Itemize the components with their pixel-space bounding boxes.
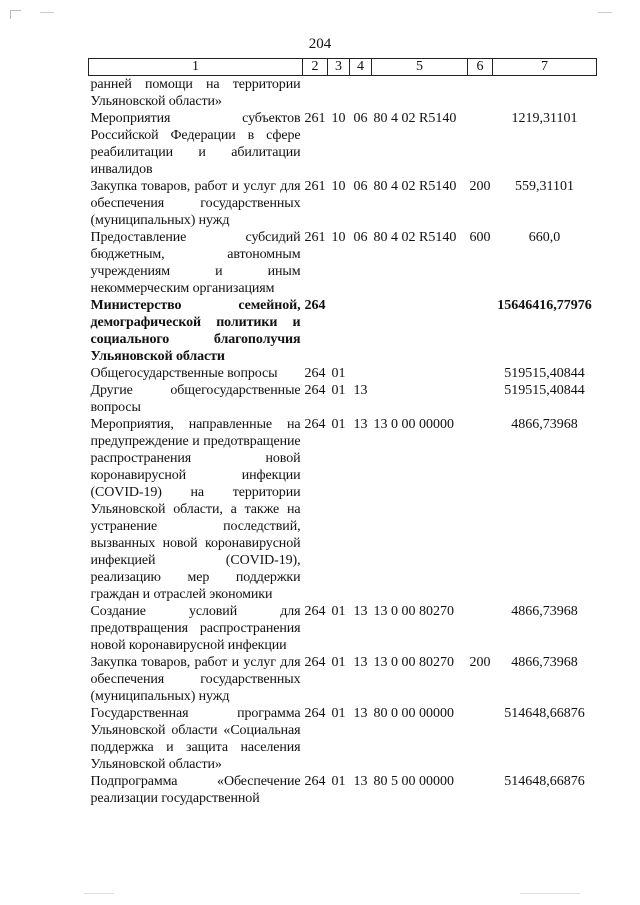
table-row (89, 382, 597, 416)
header-col-2: 2 (303, 59, 328, 76)
row-name: Общегосударственные вопросы (90, 366, 278, 381)
header-col-7: 7 (493, 59, 597, 76)
row-ministry-code: 261 (304, 179, 326, 194)
row-ministry-code: 264 (304, 383, 326, 398)
row-amount: 15646416,77976 (497, 298, 592, 313)
row-name: Другие общегосударственные вопросы (90, 383, 301, 415)
row-subsection: 13 (353, 774, 368, 789)
header-col-3: 3 (328, 59, 350, 76)
row-target-article (372, 76, 468, 111)
row-target-article: 80 4 02 R5140 (373, 111, 457, 126)
table-row (89, 705, 597, 773)
header-col-5: 5 (372, 59, 468, 76)
row-name: Министерство семейной, демографической политики и социального благополучия Ульяновской области (90, 298, 301, 364)
row-subsection (350, 365, 372, 382)
row-subsection: 06 (353, 179, 368, 194)
table-row (89, 297, 597, 365)
row-name: Подпрограмма «Обеспечение реализации государственной (90, 774, 301, 806)
row-amount: 514648,66876 (504, 706, 585, 721)
row-amount: 519515,40844 (504, 366, 585, 381)
row-section: 01 (331, 383, 346, 398)
table-body (89, 76, 597, 808)
table-row (89, 773, 597, 807)
row-ministry-code (303, 76, 328, 111)
row-section: 10 (331, 111, 346, 126)
row-section: 01 (331, 655, 346, 670)
row-target-article: 13 0 00 00000 (373, 417, 454, 432)
row-expense-type: 200 (469, 179, 491, 194)
table-row (89, 654, 597, 705)
scan-artifact (84, 893, 114, 894)
row-section: 01 (331, 706, 346, 721)
row-subsection: 13 (353, 604, 368, 619)
row-name: ранней помощи на территории Ульяновской области» (90, 77, 301, 109)
row-amount (493, 76, 597, 111)
row-expense-type (468, 297, 493, 365)
row-expense-type (468, 416, 493, 603)
row-ministry-code: 264 (304, 604, 326, 619)
row-ministry-code: 264 (304, 706, 326, 721)
row-section (328, 76, 350, 111)
row-ministry-code: 264 (304, 366, 326, 381)
row-target-article (372, 297, 468, 365)
table-row (89, 76, 597, 111)
row-target-article (372, 365, 468, 382)
row-amount: 559,31101 (515, 179, 574, 194)
row-target-article: 80 4 02 R5140 (373, 179, 457, 194)
row-name: Создание условий для предотвращения распространения новой коронавирусной инфекции (90, 604, 301, 653)
row-amount: 4866,73968 (511, 655, 578, 670)
row-expense-type (468, 773, 493, 807)
row-subsection (350, 76, 372, 111)
row-ministry-code: 264 (304, 298, 326, 313)
row-section: 01 (331, 774, 346, 789)
row-expense-type (468, 110, 493, 178)
row-name: Мероприятия, направленные на предупреждение и предотвращение распространения новой коронавирусной инфекции (COVID-19) на территории Ульяновской области, а также на устранение последствий, вызванных новой коронавирусной инфекцией (COVID-19), реализацию мер поддержки граждан и отраслей экономики (90, 417, 301, 602)
scan-artifact (598, 12, 612, 13)
table-row (89, 178, 597, 229)
row-ministry-code: 261 (304, 230, 326, 245)
row-name: Государственная программа Ульяновской области «Социальная поддержка и защита населения Ульяновской области» (90, 706, 301, 772)
row-expense-type (468, 705, 493, 773)
row-amount: 1219,31101 (511, 111, 578, 126)
row-subsection: 13 (353, 655, 368, 670)
row-section (328, 297, 350, 365)
table-row (89, 365, 597, 382)
row-subsection: 13 (353, 706, 368, 721)
table-row (89, 229, 597, 297)
row-name: Закупка товаров, работ и услуг для обеспечения государственных (муниципальных) нужд (90, 179, 301, 228)
row-section: 10 (331, 230, 346, 245)
row-ministry-code: 261 (304, 111, 326, 126)
table-header-row (89, 59, 597, 76)
row-target-article: 80 0 00 00000 (373, 706, 454, 721)
row-expense-type: 600 (469, 230, 491, 245)
row-target-article: 80 5 00 00000 (373, 774, 454, 789)
table-row (89, 110, 597, 178)
row-name: Предоставление субсидий бюджетным, автономным учреждениям и иным некоммерческим организациям (90, 230, 301, 296)
row-target-article: 13 0 00 80270 (373, 604, 454, 619)
row-ministry-code: 264 (304, 655, 326, 670)
table-row (89, 603, 597, 654)
row-expense-type (468, 382, 493, 416)
row-ministry-code: 264 (304, 417, 326, 432)
row-section: 01 (331, 604, 346, 619)
header-col-4: 4 (350, 59, 372, 76)
table-row (89, 416, 597, 603)
row-section: 01 (331, 417, 346, 432)
row-subsection (350, 297, 372, 365)
scan-artifact (520, 893, 580, 894)
row-amount: 660,0 (528, 230, 561, 245)
row-subsection: 06 (353, 111, 368, 126)
row-expense-type (468, 603, 493, 654)
budget-table (88, 58, 597, 807)
row-name: Закупка товаров, работ и услуг для обеспечения государственных (муниципальных) нужд (90, 655, 301, 704)
row-amount: 4866,73968 (511, 417, 578, 432)
row-target-article (372, 382, 468, 416)
row-amount: 4866,73968 (511, 604, 578, 619)
row-subsection: 13 (353, 417, 368, 432)
row-amount: 519515,40844 (504, 383, 585, 398)
row-expense-type (468, 365, 493, 382)
row-section: 01 (331, 366, 346, 381)
header-col-6: 6 (468, 59, 493, 76)
row-amount: 514648,66876 (504, 774, 585, 789)
row-ministry-code: 264 (304, 774, 326, 789)
row-expense-type: 200 (469, 655, 491, 670)
row-target-article: 80 4 02 R5140 (373, 230, 457, 245)
header-col-1: 1 (89, 59, 303, 76)
row-subsection: 13 (353, 383, 368, 398)
row-expense-type (468, 76, 493, 111)
row-target-article: 13 0 00 80270 (373, 655, 454, 670)
row-section: 10 (331, 179, 346, 194)
row-name: Мероприятия субъектов Российской Федерации в сфере реабилитации и абилитации инвалидов (90, 111, 301, 177)
scan-artifact (40, 12, 54, 13)
scan-corner-mark (10, 10, 21, 19)
page-number: 204 (308, 36, 332, 52)
row-subsection: 06 (353, 230, 368, 245)
